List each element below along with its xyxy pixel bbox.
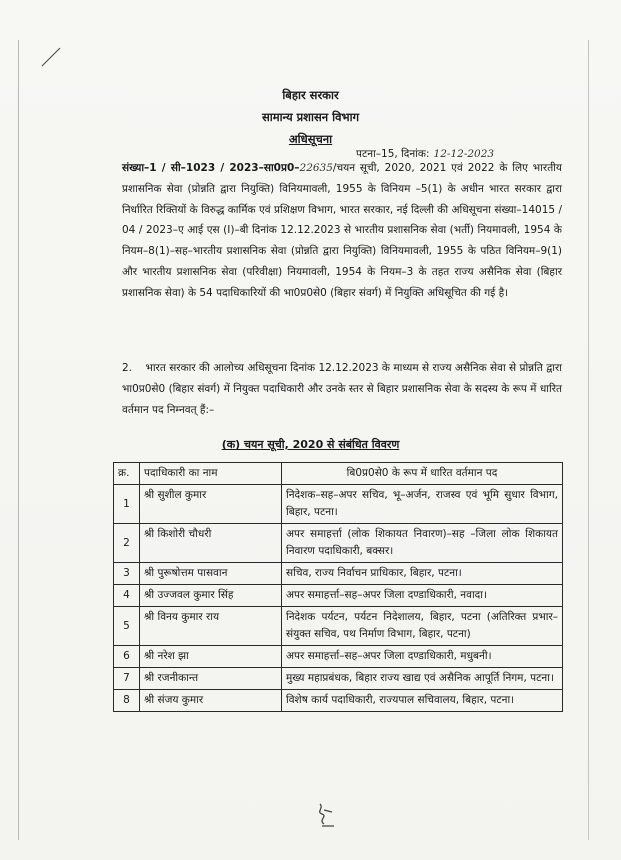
row-current-post: अपर समाहर्त्ता–सह–अपर जिला दण्डाधिकारी, नवादा। — [282, 585, 563, 607]
paragraph-2-number: 2. — [122, 362, 133, 374]
row-serial: 3 — [114, 563, 140, 585]
row-serial: 1 — [114, 485, 140, 524]
row-serial: 5 — [114, 607, 140, 646]
row-serial: 4 — [114, 585, 140, 607]
document-header — [0, 84, 621, 150]
dateline-date: 12-12-2023 — [433, 148, 495, 160]
row-serial: 2 — [114, 524, 140, 563]
row-officer-name: श्री सुशील कुमार — [140, 485, 282, 524]
table-row — [114, 668, 563, 690]
table-row — [114, 646, 563, 668]
row-current-post: अपर समाहर्त्ता–सह–अपर जिला दण्डाधिकारी, मधुबनी। — [282, 646, 563, 668]
table-header-row — [114, 463, 563, 485]
row-serial: 6 — [114, 646, 140, 668]
row-current-post: अपर समाहर्त्ता (लोक शिकायत निवारण)–सह –जिला लोक शिकायत निवारण पदाधिकारी, बक्सर। — [282, 524, 563, 563]
row-serial: 7 — [114, 668, 140, 690]
notification-title: अधिसूचना — [288, 132, 333, 146]
header-officer-name: पदाधिकारी का नाम — [140, 463, 282, 485]
table-row — [114, 485, 563, 524]
row-officer-name: श्री पुरूषोत्तम पासवान — [140, 563, 282, 585]
officers-table — [113, 462, 563, 712]
row-current-post: निदेशक–सह–अपर सचिव, भू–अर्जन, राजस्व एवं भूमि सुधार विभाग, बिहार, पटना। — [282, 485, 563, 524]
government-name: बिहार सरकार — [282, 88, 339, 102]
table-row — [114, 563, 563, 585]
paragraph-1 — [122, 158, 562, 304]
table-row — [114, 690, 563, 712]
paragraph-2 — [122, 358, 562, 420]
department-name: सामान्य प्रशासन विभाग — [261, 110, 360, 124]
header-current-post: बि0प्र0से0 के रूप में धारित वर्तमान पद — [282, 463, 563, 485]
row-current-post: सचिव, राज्य निर्वाचन प्राधिकार, बिहार, पटना। — [282, 563, 563, 585]
row-officer-name: श्री रजनीकान्त — [140, 668, 282, 690]
row-current-post: विशेष कार्य पदाधिकारी, राज्यपाल सचिवालय, बिहार, पटना। — [282, 690, 563, 712]
reference-number-handwritten: 22635 — [299, 162, 333, 174]
row-officer-name: श्री किशोरी चौधरी — [140, 524, 282, 563]
dateline-prefix: पटना–15, दिनांक: — [356, 148, 430, 160]
signature — [312, 800, 342, 830]
row-officer-name: श्री नरेश झा — [140, 646, 282, 668]
paragraph-2-text: भारत सरकार की आलोच्य अधिसूचना दिनांक 12.12.2023 के माध्यम से राज्य असैनिक सेवा से प्रोन्नति द्वारा भा0प्र0से0 (बिहार संवर्ग) में नियुक्त पदाधिकारी और उनके स्तर से बिहार प्रशासनिक सेवा के सदस्य के रूप में धारित वर्तमान पद निम्नवत् हैं:– — [122, 362, 562, 416]
section-title: (क) चयन सूची, 2020 से संबंधित विवरण — [221, 438, 400, 451]
row-officer-name: श्री विनय कुमार राय — [140, 607, 282, 646]
pen-mark — [40, 46, 64, 68]
table-row — [114, 607, 563, 646]
reference-number: संख्या–1 / सी–1023 / 2023–सा0प्र0– — [122, 162, 300, 174]
paragraph-1-text: /चयन सूची, 2020, 2021 एवं 2022 के लिए भारतीय प्रशासनिक सेवा (प्रोन्नति द्वारा नियुक्ति) विनियमावली, 1955 के विनियम –5(1) के अधीन भारत सरकार द्वारा निर्धारित रिक्तियों के विरुद्ध कार्मिक एवं प्रशिक्षण विभाग, भारत सरकार, नई दिल्ली की अधिसूचना संख्या–14015 / 04 / 2023–ए आई एस (I)–बी दिनांक 12.12.2023 से भारतीय प्रशासनिक सेवा (भर्ती) नियमावली, 1954 के नियम–8(1)–सह–भारतीय प्रशासनिक सेवा (प्रोन्नति द्वारा नियुक्ति) विनियमावली, 1955 के पठित विनियम–9(1) और भारतीय प्रशासनिक सेवा (परिवीक्षा) नियमावली, 1954 के नियम–3 के तहत राज्य असैनिक सेवा (बिहार प्रशासनिक सेवा) के 54 पदाधिकारियों की भा0प्र0से0 (बिहार संवर्ग) में नियुक्ति अधिसूचित की गई है। — [122, 162, 562, 299]
row-officer-name: श्री उज्जवल कुमार सिंह — [140, 585, 282, 607]
row-current-post: मुख्य महाप्रबंधक, बिहार राज्य खाद्य एवं असैनिक आपूर्ति निगम, पटना। — [282, 668, 563, 690]
row-officer-name: श्री संजय कुमार — [140, 690, 282, 712]
header-serial: क्र. — [114, 463, 140, 485]
table-row — [114, 585, 563, 607]
row-serial: 8 — [114, 690, 140, 712]
row-current-post: निदेशक पर्यटन, पर्यटन निदेशालय, बिहार, पटना (अतिरिक्त प्रभार– संयुक्त सचिव, पथ निर्माण विभाग, बिहार, पटना) — [282, 607, 563, 646]
table-row — [114, 524, 563, 563]
